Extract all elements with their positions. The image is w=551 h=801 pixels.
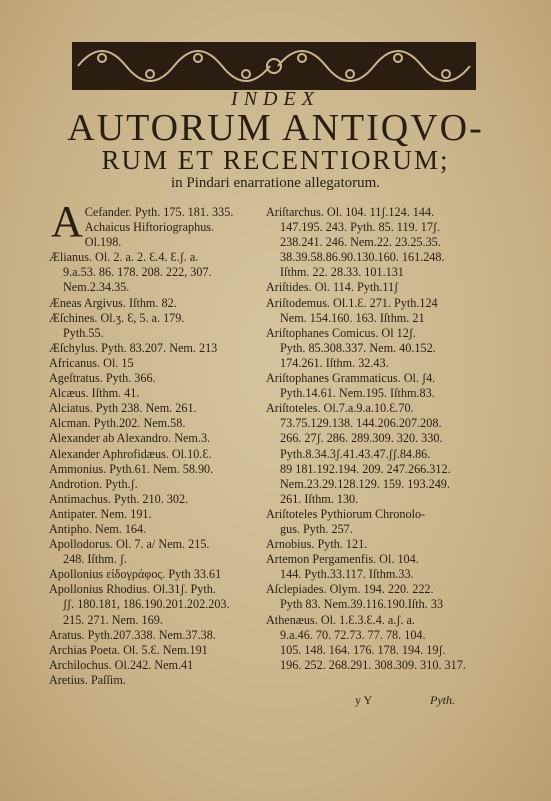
index-entry: [266, 371, 474, 401]
index-entry: [49, 537, 259, 567]
index-entry: [49, 507, 259, 522]
index-entry-line: Antipater. Nem. 191.: [49, 506, 152, 521]
index-entry: [49, 311, 259, 341]
index-entry-line: Artemon Pergamenfis. Ol. 104.: [266, 552, 419, 567]
index-entry-line: Pyth. 85.308.337. Nem. 40.152.: [280, 340, 436, 355]
index-entry-line: 144. Pyth.33.117. Iſthm.33.: [280, 567, 414, 582]
index-entry-line: Apollodorus. Ol. 7. a/ Nem. 215.: [49, 537, 210, 552]
index-entry: [49, 296, 259, 311]
index-entry-line: Pyth 83. Nem.39.116.190.Iſth. 33: [280, 597, 444, 612]
index-entry: [266, 552, 474, 582]
index-entry-line: 238.241. 246. Nem.22. 23.25.35.: [280, 235, 441, 250]
index-entry: [49, 341, 259, 356]
signature-mark: y Y: [355, 693, 373, 707]
index-entry: [49, 371, 259, 386]
drop-cap-letter: A: [51, 197, 83, 246]
index-entry-line: Ælianus. Ol. 2. a. 2. Ɛ.4. Ɛ.ʃ. a.: [49, 250, 199, 265]
decorative-headpiece: [72, 42, 476, 90]
index-entry-line: Apollonius εἰδογράφος. Pyth 33.61: [49, 567, 222, 582]
index-entry-line: 147.195. 243. Pyth. 85. 119. 17ʃ.: [280, 220, 441, 235]
index-entry: [49, 567, 259, 582]
index-heading: INDEX: [231, 88, 320, 110]
index-entry-line: 73.75.129.138. 144.206.207.208.: [280, 416, 442, 431]
index-entry-line: Apollonius Rhodius. Ol.31ʃ. Pyth.: [49, 582, 216, 597]
index-entry: [266, 401, 474, 507]
index-entry-line: Ariſtarchus. Ol. 104. 11ʃ.124. 144.: [266, 205, 435, 219]
index-entry: [49, 628, 259, 643]
index-entry: [49, 431, 259, 446]
right-column: [266, 205, 474, 673]
index-entry-line: Ageſtratus. Pyth. 366.: [49, 371, 156, 386]
index-entry-line: Ariſtophanes Grammaticus. Ol. ʃ4.: [266, 371, 436, 386]
index-entry: [266, 582, 474, 612]
index-entry-line: Aretius. Paſſim.: [49, 672, 126, 687]
index-entry-line: Androtion. Pyth.ʃ.: [49, 476, 138, 491]
index-entry: [266, 537, 474, 552]
left-column: [49, 197, 259, 688]
index-entry-line: Ariſtides. Ol. 114. Pyth.11ʃ: [266, 280, 399, 295]
index-entry-line: Ariſtoteles Pythiorum Chronolo-: [266, 506, 426, 521]
index-entry-line: 248. Iſthm. ʃ.: [63, 552, 127, 567]
index-entry-line: 174.261. Iſthm. 32.43.: [280, 355, 389, 370]
title-line-1: AUTORUM ANTIQVO-: [67, 107, 484, 149]
index-entry-line: Antipho. Nem. 164.: [49, 521, 147, 536]
index-entry: [49, 643, 259, 658]
index-entry: [49, 658, 259, 673]
index-entry-line: Pyth.14.61. Nem.195. Iſthm.83.: [280, 386, 435, 401]
index-entry-line: Ariſtophanes Comicus. Ol 12ʃ.: [266, 325, 416, 340]
index-entry-line: Nem.2.34.35.: [63, 280, 130, 295]
index-entry-line: 196. 252. 268.291. 308.309. 310. 317.: [280, 657, 466, 672]
index-entry-line: Nem. 154.160. 163. Iſthm. 21: [280, 310, 425, 325]
subtitle: in Pindari enarratione allegatorum.: [170, 175, 381, 191]
index-entry-line: Pyth.8.34.3ʃ.41.43.47.ʃʃ.84.86.: [280, 446, 431, 461]
index-entry-line: Achaicus Hiftoriographus.: [84, 220, 215, 235]
index-entry-line: Archias Poeta. Ol. 5.Ɛ. Nem.191: [49, 642, 208, 657]
index-entry-line: Æneas Argivus. Iſthm. 82.: [49, 295, 177, 310]
index-entry-line: 89 181.192.194. 209. 247.266.312.: [280, 461, 451, 476]
index-entry-line: Nem.23.29.128.129. 159. 193.249.: [280, 476, 450, 491]
index-entry-line: gus. Pyth. 257.: [280, 521, 353, 536]
index-entry-line: Æſchines. Ol.ʒ. Ɛ, 5. a. 179.: [49, 310, 185, 325]
index-entry-line: 38.39.58.86.90.130.160. 161.248.: [280, 250, 445, 265]
index-entry-line: Antimachus. Pyth. 210. 302.: [49, 491, 189, 506]
index-entry-line: 215. 271. Nem. 169.: [63, 612, 163, 627]
index-entry-line: 266. 27ʃ. 286. 289.309. 320. 330.: [280, 431, 443, 446]
index-entry-line: Æſchylus. Pyth. 83.207. Nem. 213: [49, 340, 218, 355]
index-entry: [49, 582, 259, 627]
index-entry-line: 9.a.46. 70. 72.73. 77. 78. 104.: [280, 627, 426, 642]
index-entry: [49, 492, 259, 507]
index-entry-line: Pyth.55.: [63, 325, 104, 340]
index-entry-line: Athenæus. Ol. 1.Ɛ.3.Ɛ.4. a.ʃ. a.: [266, 612, 415, 627]
index-entry: [266, 613, 474, 673]
index-entry: [49, 522, 259, 537]
catchword: Pyth.: [430, 693, 455, 707]
index-entry-line: Alcæus. Iſthm. 41.: [49, 386, 140, 401]
index-entry: [49, 673, 259, 688]
index-entry-line: Aratus. Pyth.207.338. Nem.37.38.: [49, 627, 216, 642]
index-entry: [49, 386, 259, 401]
index-entry-line: 105. 148. 164. 176. 178. 194. 19ʃ.: [280, 642, 446, 657]
index-entry-line: Alexander Aphrofidæus. Ol.10.Ɛ.: [49, 446, 212, 461]
index-entry-line: Alciatus. Pyth 238. Nem. 261.: [49, 401, 197, 416]
ornament-pattern-icon: [74, 44, 474, 88]
index-entry-line: Alcman. Pyth.202. Nem.58.: [49, 416, 186, 431]
index-entry: [49, 416, 259, 431]
index-entry: [266, 205, 474, 280]
index-entry: [49, 462, 259, 477]
title-line-2: RUM ET RECENTIORUM;: [101, 145, 450, 175]
index-entry: [49, 356, 259, 371]
index-entry: [49, 477, 259, 492]
index-entry-line: Africanus. Ol. 15: [49, 355, 134, 370]
index-entry-line: 9.a.53. 86. 178. 208. 222, 307.: [63, 265, 212, 280]
index-entry-line: 261. Iſthm. 130.: [280, 491, 359, 506]
index-entry-line: Iſthm. 22. 28.33. 101.131: [280, 265, 404, 280]
index-entry-line: Arnobius. Pyth. 121.: [266, 537, 368, 552]
index-entry-line: Ariſtoteles. Ol.7.a.9.a.10.Ɛ.70.: [266, 401, 414, 416]
index-entry-line: Archilochus. Ol.242. Nem.41: [49, 657, 194, 672]
index-entry: [266, 296, 474, 326]
index-entry-line: Ammonius. Pyth.61. Nem. 58.90.: [49, 461, 214, 476]
index-entry-line: Ariſtodemus. Ol.1.Ɛ. 271. Pyth.124: [266, 295, 438, 310]
index-entry-line: Aſclepiades. Olym. 194. 220. 222.: [266, 582, 434, 597]
index-entry: [49, 401, 259, 416]
index-entry: [49, 447, 259, 462]
index-entry: [266, 507, 474, 537]
index-entry: [266, 280, 474, 295]
index-entry-line: Alexander ab Alexandro. Nem.3.: [49, 431, 211, 446]
index-entry-line: Ol.198.: [84, 235, 122, 250]
index-entry-line: ʃʃ. 180.181, 186.190.201.202.203.: [63, 597, 230, 612]
index-entry: [49, 250, 259, 295]
index-entry-line: Cefander. Pyth. 175. 181. 335.: [84, 205, 234, 219]
index-entry: [266, 326, 474, 371]
